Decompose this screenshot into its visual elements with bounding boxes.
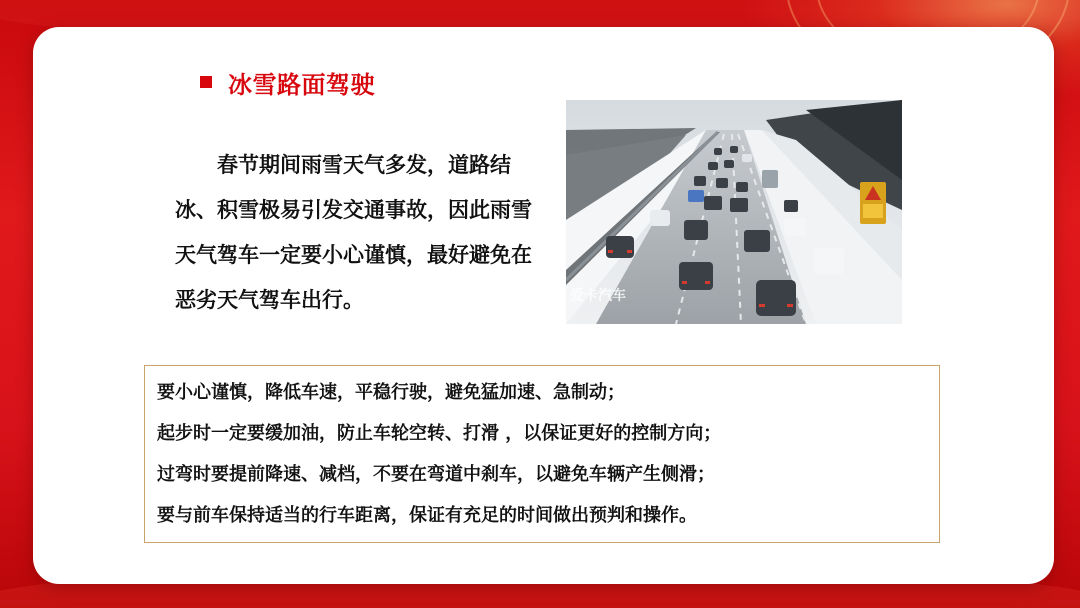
tip-line: 要小心谨慎，降低车速，平稳行驶，避免猛加速、急制动； <box>157 382 625 403</box>
driving-tips-box <box>144 365 940 543</box>
section-heading <box>200 66 375 98</box>
intro-paragraph: 春节期间雨雪天气多发，道路结冰、积雪极易引发交通事故，因此雨雪天气驾车一定要小心谨慎，最好避免在恶劣天气驾车出行。 <box>175 153 532 312</box>
photo-watermark: 爱卡汽车 <box>570 288 626 304</box>
section-title: 冰雪路面驾驶 <box>228 70 375 99</box>
tip-line: 起步时一定要缓加油，防止车轮空转、打滑 ，以保证更好的控制方向； <box>157 423 722 444</box>
tip-line: 过弯时要提前降速、减档，不要在弯道中刹车，以避免车辆产生侧滑； <box>157 464 715 485</box>
tip-line: 要与前车保持适当的行车距离，保证有充足的时间做出预判和操作。 <box>157 505 697 526</box>
square-bullet-icon <box>200 76 212 88</box>
snowy-highway-photo <box>566 100 902 324</box>
